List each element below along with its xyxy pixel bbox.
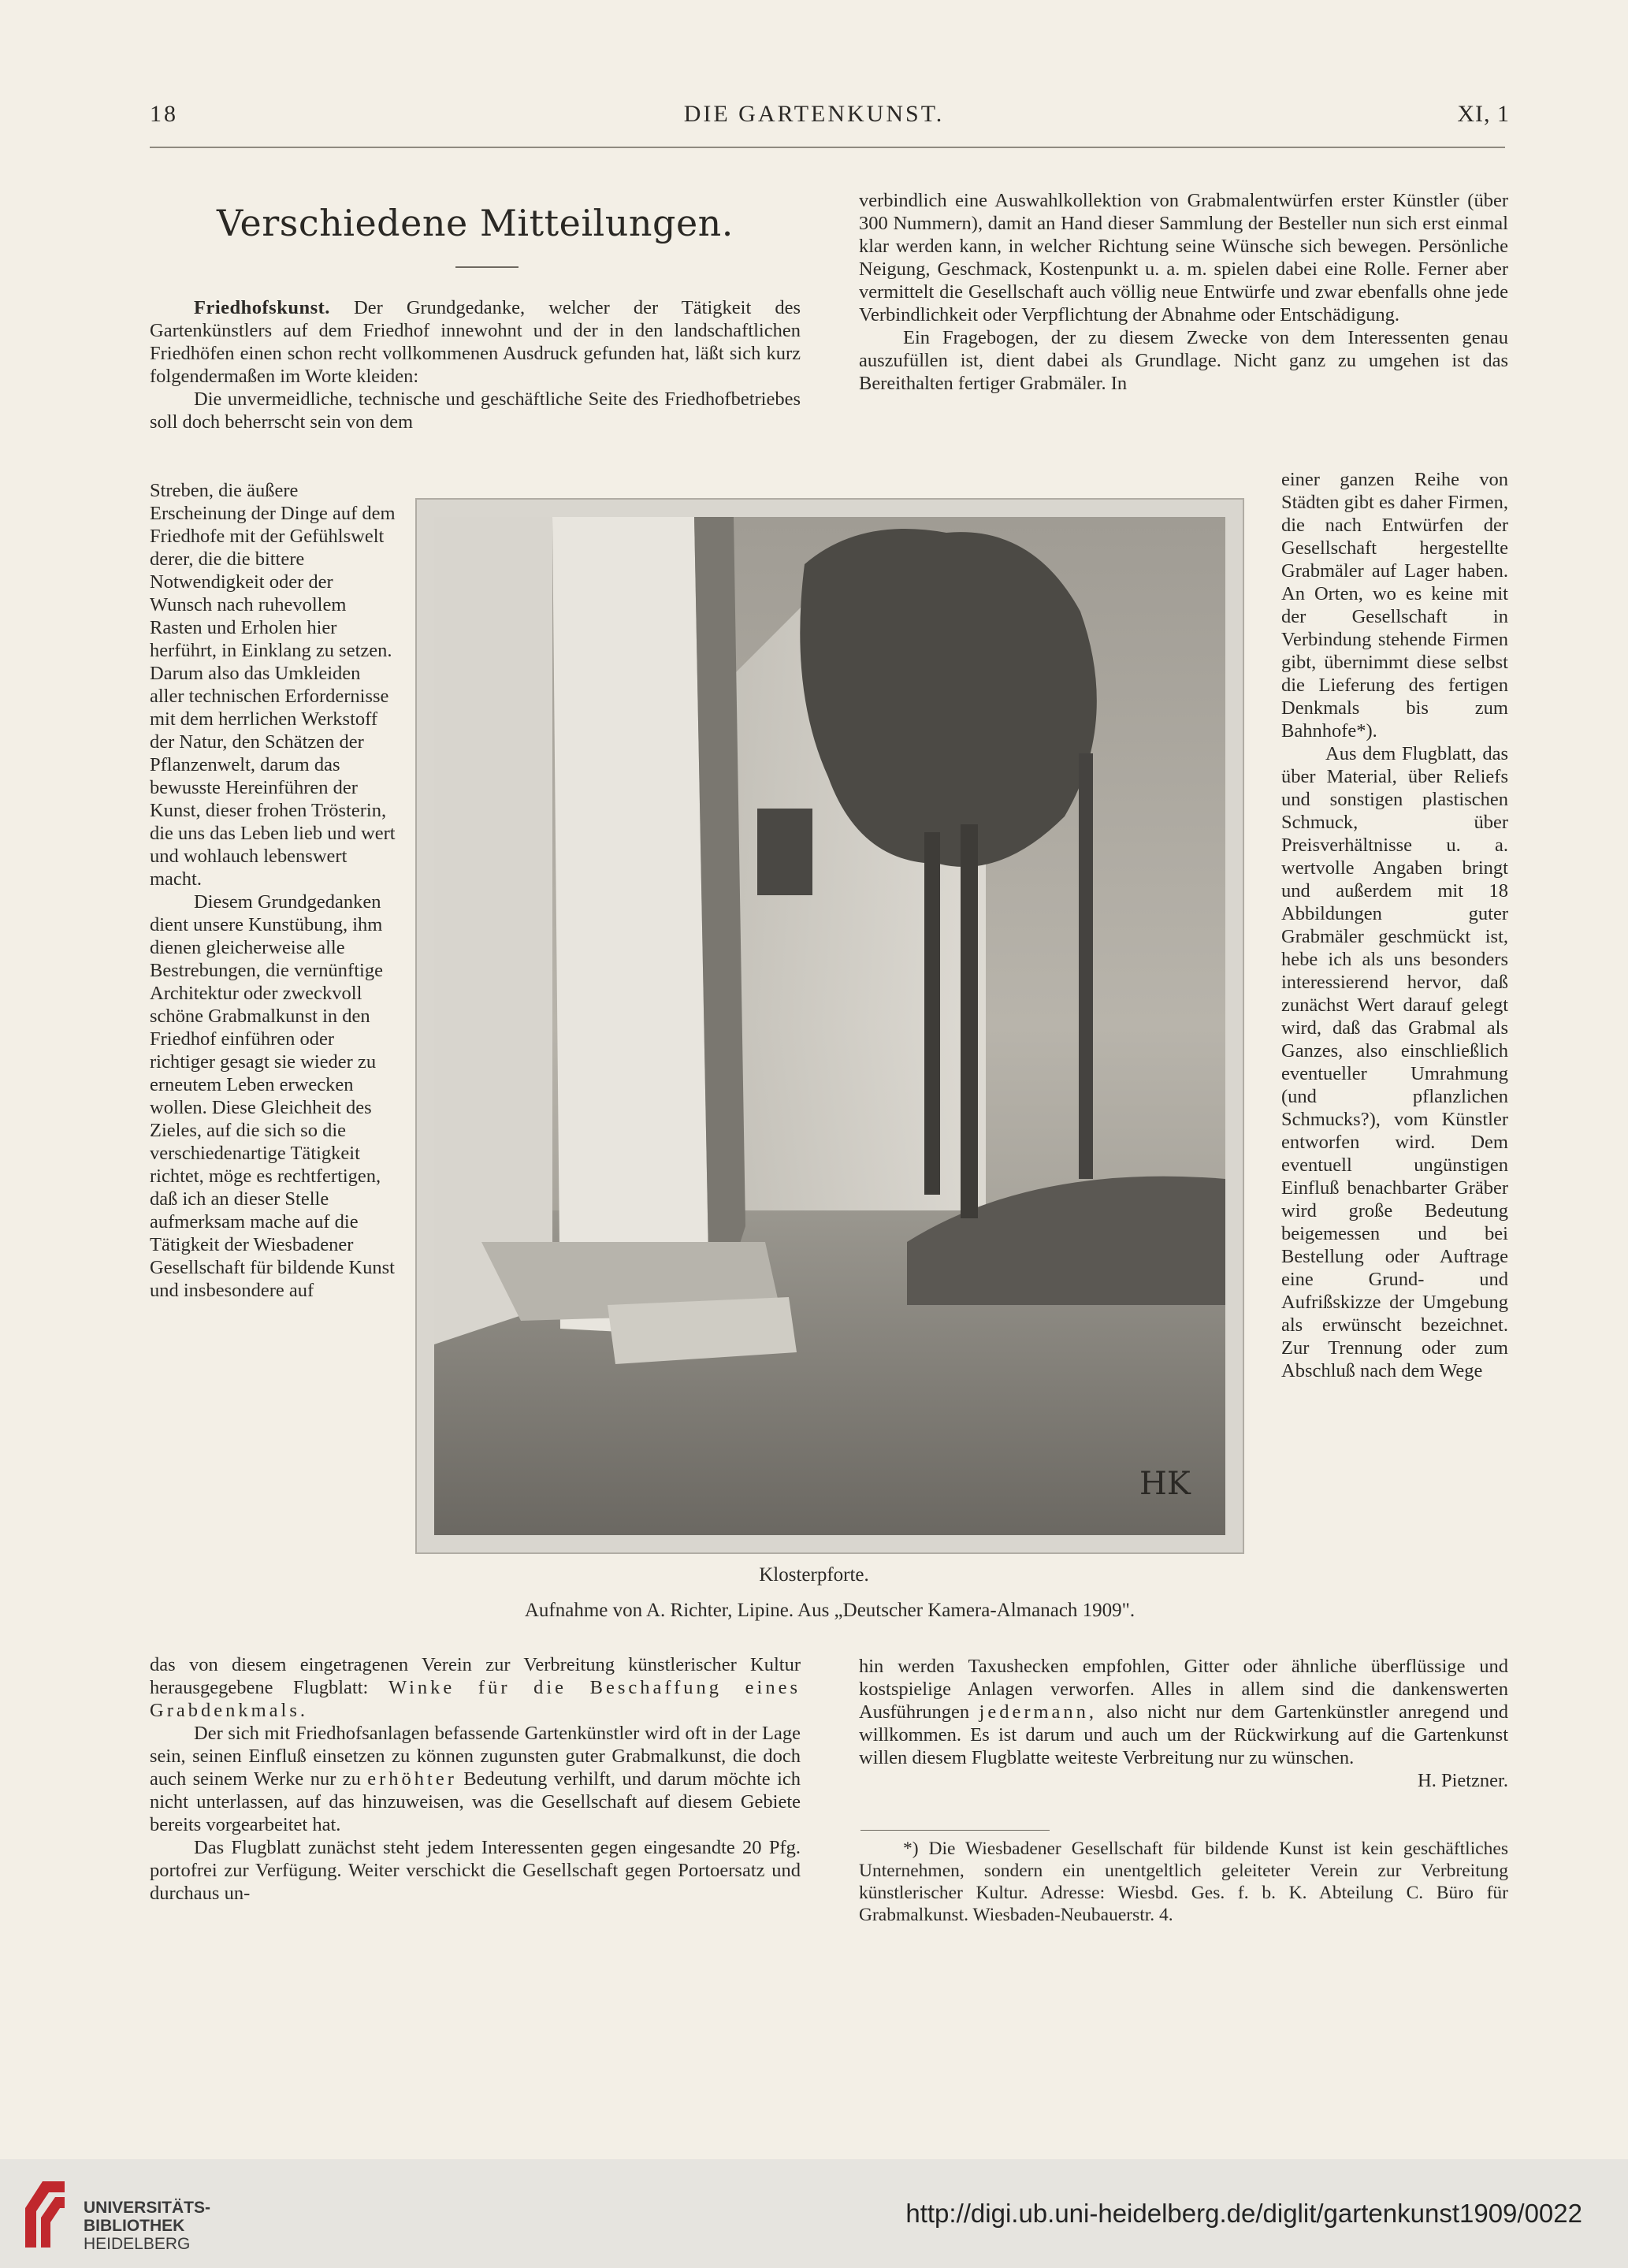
- article-title: Verschiedene Mitteilungen.: [217, 202, 734, 244]
- paragraph-text: Streben, die äußere Erscheinung der Dinge auf dem Friedhofe mit der Gefühlswelt derer, die die bittere Notwendigkeit oder der Wunsch nach ruhevollem Rasten und Erholen hier herführt, in Einklang zu setzen. Darum also das Umkleiden aller technischen Erfordernisse mit dem herrlichen Werkstoff der Natur, den Schätzen der Pflanzenwelt, darum das bewusste Hereinführen der Kunst, dieser frohen Trösterin, die uns das Leben lieb und wert und wohlauch lebenswert macht.: [150, 480, 396, 890]
- column-right-bottom: [859, 1655, 1508, 1792]
- column-left-bottom: [150, 1653, 801, 1905]
- paragraph-friedhofskunst: [150, 296, 801, 388]
- flugblatt-title: Winke für die Beschaffung eines Grabdenkmals.: [150, 1677, 801, 1721]
- photograph-klosterpforte: [434, 517, 1225, 1535]
- photo-frame: [415, 498, 1244, 1554]
- paragraph-text: Die unvermeidliche, technische und geschäftliche Seite des Friedhofbetriebes soll doch beherrscht sein von dem: [150, 389, 801, 433]
- issue-number: XI, 1: [1457, 101, 1510, 127]
- paragraph-text: einer ganzen Reihe von Städten gibt es daher Firmen, die nach Entwürfen der Gesellschaft hergestellte Grabmäler auf Lager haben. An Orten, wo es keine mit der Gesellschaft in Verbindung stehende Firmen gibt, übernimmt diese selbst die Lieferung des fertigen Denkmals bis zum Bahnhofe*).: [1281, 469, 1508, 742]
- photo-illustration: [434, 517, 1225, 1535]
- university-logo-icon: [19, 2177, 71, 2249]
- paragraph-text-span: hin werden Taxushecken empfohlen, Gitter oder ähnliche überflüssige und kostspielige Anlagen verworfen. Alles in allem sind die dankenswerten Ausführungen: [859, 1656, 1508, 1723]
- run-in-heading: Friedhofskunst.: [194, 297, 330, 318]
- title-rule: [455, 266, 519, 268]
- paragraph-text: Ein Fragebogen, der zu diesem Zwecke von dem Interessenten genau auszufüllen ist, dient dabei als Grundlage. Nicht ganz zu umgehen ist das Bereithalten fertiger Grabmäler. In: [859, 327, 1508, 394]
- emphasis-text: erhöhter: [367, 1768, 457, 1790]
- library-name-line: UNIVERSITÄTS-: [84, 2199, 211, 2217]
- emphasis-text: jedermann,: [979, 1701, 1098, 1723]
- paragraph-text: Das Flugblatt zunächst steht jedem Interessenten gegen eingesandte 20 Pfg. portofrei zur Verfügung. Weiter verschickt die Gesellschaft gegen Portoersatz und durchaus un-: [150, 1837, 801, 1904]
- paragraph-text-span: Der sich mit Friedhofsanlagen befassende Gartenkünstler wird oft in der Lage sein, seinen Einfluß einsetzen zu können zugunsten guter Grabmalkunst, die doch auch seinem Werke nur zu: [150, 1723, 801, 1790]
- figure-caption-credit: Aufnahme von A. Richter, Lipine. Aus „Deutscher Kamera-Almanach 1909".: [524, 1600, 1136, 1621]
- paragraph-text: [859, 1655, 1508, 1769]
- footnote-text: *) Die Wiesbadener Gesellschaft für bildende Kunst ist kein geschäftliches Unternehmen, sondern ein unentgeltlich geleiteter Verein zur Verbreitung künstlerischer Kultur. Adresse: Wiesbd. Ges. f. b. K. Abteilung C. Büro für Grabmalkunst. Wiesbaden-Neubauerstr. 4.: [859, 1839, 1508, 1925]
- paragraph-text-span: das von diesem eingetragenen Verein zur Verbreitung künstlerischer Kultur herausgegebene Flugblatt:: [150, 1654, 801, 1698]
- paragraph-text: Aus dem Flugblatt, das über Material, über Reliefs und sonstigen plastischen Schmuck, über Preisverhältnisse u. a. wertvolle Angaben bringt und außerdem mit 18 Abbildungen guter Grabmäler geschmückt ist, hebe ich als uns besonders interessierend hervor, daß zunächst Wert darauf gelegt wird, daß das Grabmal als Ganzes, also einschließlich eventueller Umrahmung (und pflanzlichen Schmucks?), vom Künstler entworfen wird. Dem eventuell ungünstigen Einfluß benachbarter Gräber wird große Bedeutung beigemessen und bei Bestellung oder Auftrage eine Grund- und Aufrißskizze der Umgebung als erwünscht bezeichnet. Zur Trennung oder zum Abschluß nach dem Wege: [1281, 743, 1508, 1381]
- column-right-narrow: [1281, 468, 1508, 1382]
- running-head: DIE GARTENKUNST.: [683, 101, 945, 127]
- source-url-link[interactable]: http://digi.ub.uni-heidelberg.de/diglit/gartenkunst1909/0022: [905, 2199, 1582, 2228]
- paragraph-text: verbindlich eine Auswahlkollektion von Grabmalentwürfen erster Künstler (über 300 Nummern), damit an Hand dieser Sammlung der Besteller nun sich erst einmal klar werden kann, in welcher Richtung seine Wünsche sich bewegen. Persönliche Neigung, Geschmack, Kostenpunkt u. a. m. spielen dabei eine Rolle. Ferner aber vermittelt die Gesellschaft auch völlig neue Entwürfe und zwar ebenfalls ohne jede Verbindlichkeit oder Verpflichtung der Abnahme oder Entschädigung.: [859, 190, 1508, 325]
- paragraph-text-span: also nicht nur dem Gartenkünstler anregend und willkommen. Es ist darum und auch um der Rückwirkung auf die Gartenkunst willen diesem Flugblatte weiteste Verbreitung nur zu wünschen.: [859, 1701, 1508, 1768]
- footnote: [859, 1838, 1508, 1926]
- paragraph-text: [150, 1722, 801, 1836]
- column-left-top: [150, 296, 801, 433]
- author-signature: H. Pietzner.: [1418, 1770, 1508, 1791]
- library-name-line: BIBLIOTHEK: [84, 2217, 185, 2235]
- column-right-top: [859, 189, 1508, 395]
- photo-monogram: HK: [1139, 1466, 1191, 1502]
- paragraph-text: Diesem Grundgedanken dient unsere Kunstübung, ihm dienen gleicherweise alle Bestrebungen, die vernünftige Architektur oder zweckvoll schöne Grabmalkunst in den Friedhof einführen oder richtiger gesagt sie wieder zu erneutem Leben erwecken wollen. Diese Gleichheit des Zieles, auf die sich so die verschiedenartige Tätigkeit richtet, möge es rechtfertigen, daß ich an dieser Stelle aufmerksam mache auf die Tätigkeit der Wiesbadener Gesellschaft für bildende Kunst und insbesondere auf: [150, 891, 395, 1301]
- figure-caption-title: Klosterpforte.: [759, 1564, 869, 1586]
- library-name-line: HEIDELBERG: [84, 2235, 191, 2253]
- paragraph-text-span: Bedeutung verhilft, und darum möchte ich nicht unterlassen, auf das hinzuweisen, was die Gesellschaft auf diesem Gebiete bereits vorgearbeitet hat.: [150, 1768, 801, 1835]
- paragraph-text: Der Grundgedanke, welcher der Tätigkeit des Gartenkünstlers auf dem Friedhof innewohnt und der in den landschaftlichen Friedhöfen einen schon recht vollkommenen Ausdruck gefunden hat, läßt sich kurz folgendermaßen im Worte kleiden:: [150, 297, 801, 387]
- footnote-rule: [860, 1830, 1050, 1831]
- column-left-narrow: [150, 479, 396, 1302]
- page-number: 18: [150, 101, 178, 127]
- paragraph-text: [150, 1653, 801, 1722]
- library-name: [84, 2199, 210, 2253]
- header-rule: [150, 147, 1505, 148]
